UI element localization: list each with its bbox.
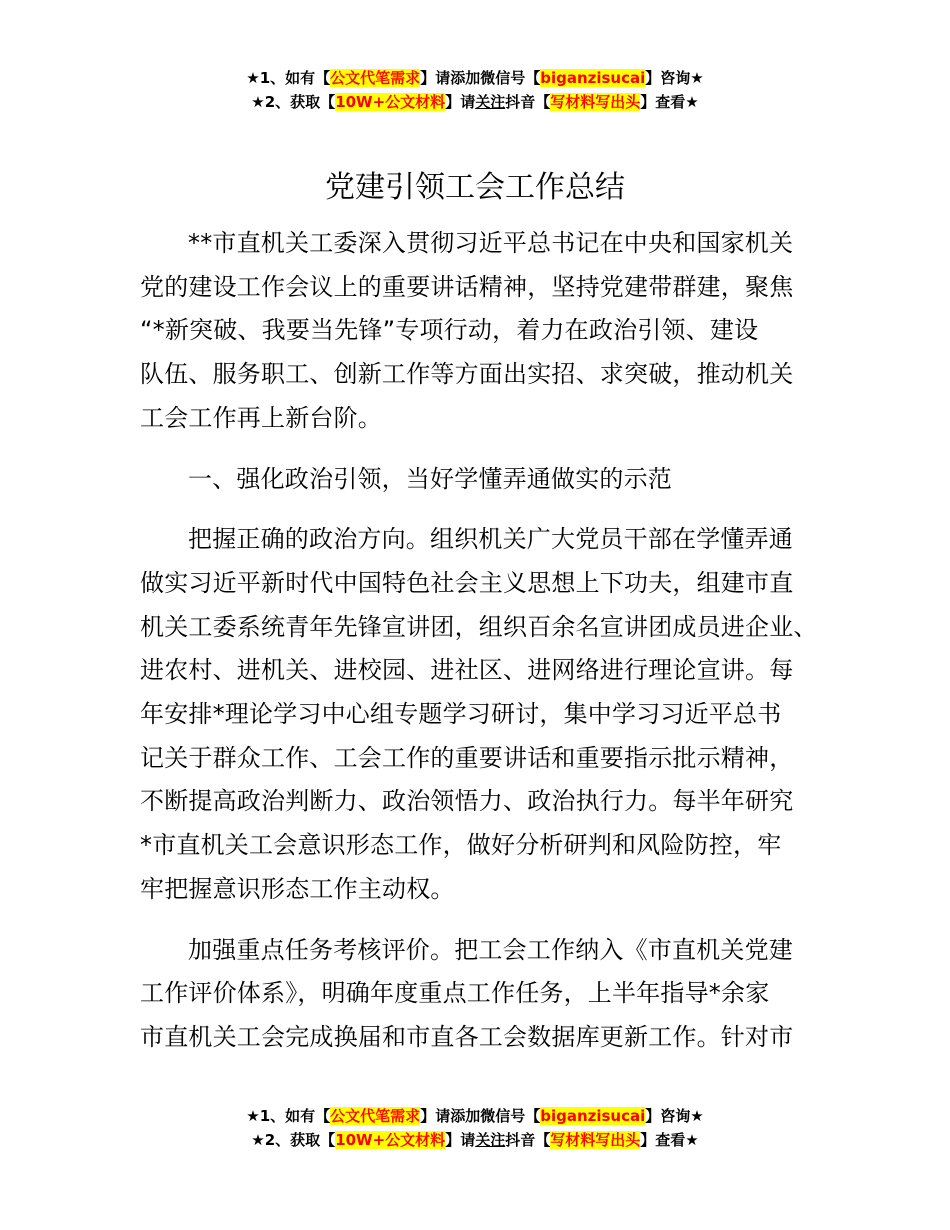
section-heading-1 <box>140 458 812 502</box>
text-line: “*新突破、我要当先锋”专项行动，着力在政治引领、建设 <box>140 316 759 345</box>
highlight-douyin-account: 写材料写出头 <box>550 93 641 111</box>
document-body <box>140 222 818 1077</box>
text-line: 工作评价体系》，明确年度重点工作任务，上半年指导*余家 <box>140 979 770 1008</box>
text-line: 把握正确的政治方向。组织机关广大党员干部在学懂弄通 <box>188 525 793 554</box>
footer-banner <box>0 1104 950 1152</box>
banner-line-2: ★2、获取【10W+公文材料】请关注抖音【写材料写出头】查看★ <box>251 1131 699 1149</box>
banner-line-1: ★1、如有【公文代笔需求】请添加微信号【biganzisucai】咨询★ <box>246 69 704 87</box>
paragraph-task-evaluation <box>140 929 812 1060</box>
paragraph-political-direction <box>140 518 818 911</box>
paragraph-intro <box>140 222 812 441</box>
highlight-wechat-id: biganzisucai <box>540 69 646 87</box>
text-line: 年安排*理论学习中心组专题学习研讨，集中学习习近平总书 <box>140 700 782 729</box>
text-line: **市直机关工委深入贯彻习近平总书记在中央和国家机关 <box>188 229 794 257</box>
banner-line-1: ★1、如有【公文代笔需求】请添加微信号【biganzisucai】咨询★ <box>246 1107 704 1125</box>
text-line: 队伍、服务职工、创新工作等方面出实招、求突破，推动机关 <box>140 360 794 389</box>
follow-underlined: 关注 <box>475 93 506 111</box>
text-line: 一、强化政治引领，当好学懂弄通做实的示范 <box>188 464 672 493</box>
document-title: 党建引领工会工作总结 <box>325 170 625 205</box>
highlight-materials: 10W+公文材料 <box>335 93 446 111</box>
text-line: 不断提高政治判断力、政治领悟力、政治执行力。每半年研究 <box>140 787 794 816</box>
text-line: 加强重点任务考核评价。把工会工作纳入《市直机关党建 <box>188 935 793 964</box>
highlight-douyin-account: 写材料写出头 <box>550 1131 641 1149</box>
follow-underlined: 关注 <box>475 1131 506 1149</box>
text-line: 做实习近平新时代中国特色社会主义思想上下功夫，组建市直 <box>140 568 794 597</box>
text-line: 工会工作再上新台阶。 <box>140 403 382 432</box>
text-line: 记关于群众工作、工会工作的重要讲话和重要指示批示精神， <box>140 743 794 772</box>
highlight-service: 公文代笔需求 <box>330 1107 421 1125</box>
text-line: 党的建设工作会议上的重要讲话精神，坚持党建带群建，聚焦 <box>140 272 794 301</box>
highlight-service: 公文代笔需求 <box>330 69 421 87</box>
text-line: 机关工委系统青年先锋宣讲团，组织百余名宣讲团成员进企业、 <box>140 612 818 641</box>
highlight-wechat-id: biganzisucai <box>540 1107 646 1125</box>
header-banner <box>0 66 950 114</box>
banner-line-2: ★2、获取【10W+公文材料】请关注抖音【写材料写出头】查看★ <box>251 93 699 111</box>
text-line: *市直机关工会意识形态工作，做好分析研判和风险防控，牢 <box>140 831 782 860</box>
text-line: 市直机关工会完成换届和市直各工会数据库更新工作。针对市 <box>140 1022 794 1051</box>
text-line: 牢把握意识形态工作主动权。 <box>140 874 455 903</box>
text-line: 进农村、进机关、进校园、进社区、进网络进行理论宣讲。每 <box>140 656 794 685</box>
highlight-materials: 10W+公文材料 <box>335 1131 446 1149</box>
